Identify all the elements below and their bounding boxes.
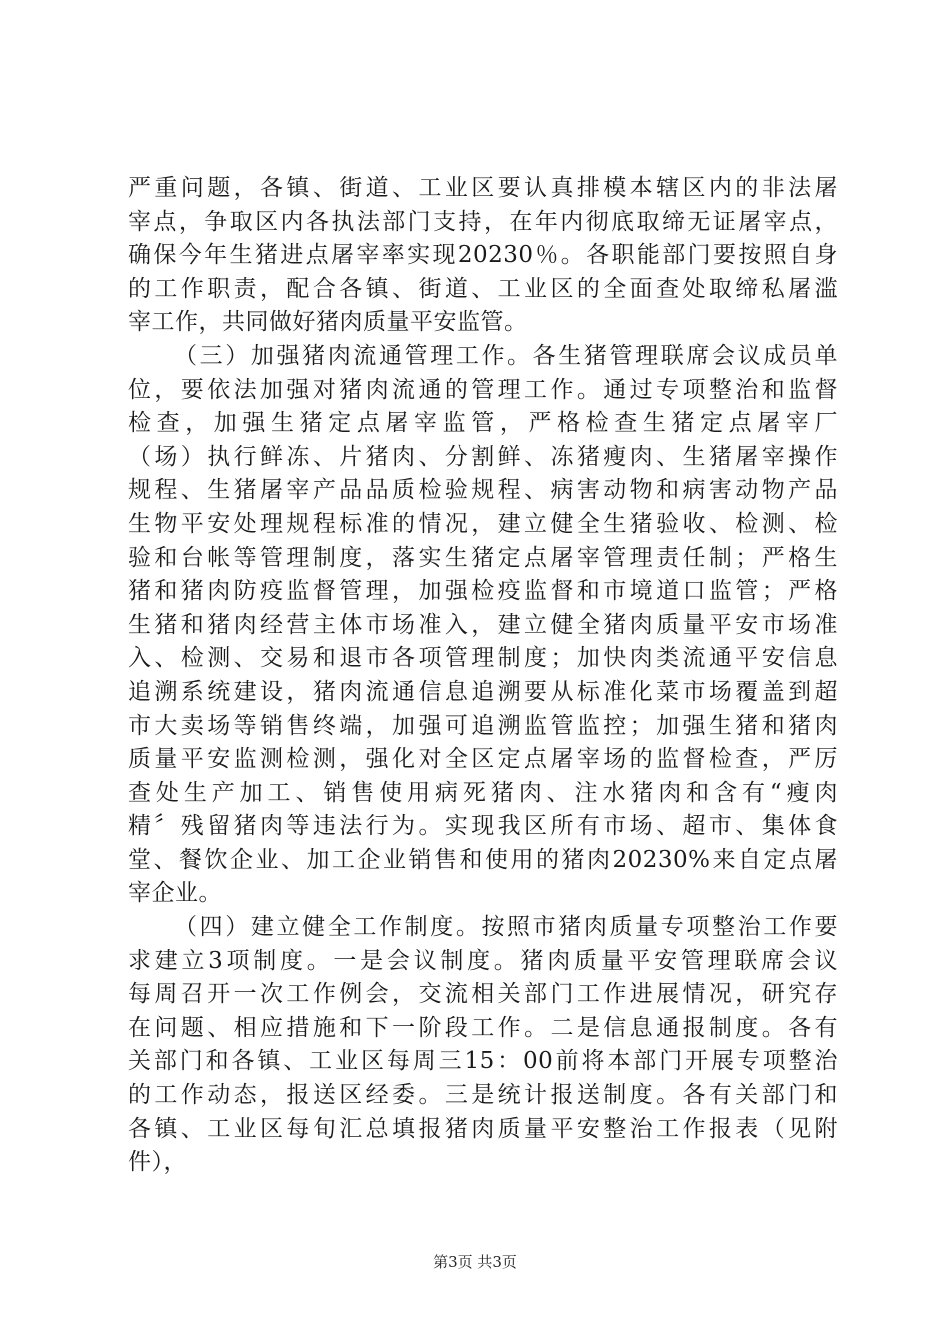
text-line: 检查，加强生猪定点屠宰监管，严格检查生猪定点屠宰厂 (128, 410, 838, 437)
text-line: 猪和猪肉防疫监督管理，加强检疫监督和市境道口监管；严格 (128, 578, 838, 605)
text-line: （场）执行鲜冻、片猪肉、分割鲜、冻猪瘦肉、生猪屠宰操作 (128, 443, 838, 470)
text-line: 生猪和猪肉经营主体市场准入，建立健全猪肉质量平安市场准 (128, 611, 838, 638)
text-line: 在问题、相应措施和下一阶段工作。二是信息通报制度。各有 (128, 1014, 838, 1041)
text-line: 宰企业。 (128, 880, 222, 907)
text-line: 查处生产加工、销售使用病死猪肉、注水猪肉和含有“瘦肉 (128, 779, 838, 806)
text-line: 生物平安处理规程标准的情况，建立健全生猪验收、检测、检 (128, 510, 838, 537)
text-line: 确保今年生猪进点屠宰率实现20230％。各职能部门要按照自身 (128, 242, 838, 269)
text-line: 质量平安监测检测，强化对全区定点屠宰场的监督检查，严厉 (128, 746, 838, 773)
text-line: 位，要依法加强对猪肉流通的管理工作。通过专项整治和监督 (128, 376, 838, 403)
document-body (128, 172, 838, 1180)
text-line: 各镇、工业区每旬汇总填报猪肉质量平安整治工作报表（见附 (128, 1115, 838, 1142)
text-line: 每周召开一次工作例会，交流相关部门工作进展情况，研究存 (128, 981, 838, 1008)
section-heading-line: （四）建立健全工作制度。按照市猪肉质量专项整治工作要 (174, 914, 838, 941)
text-line: 追溯系统建设，猪肉流通信息追溯要从标准化菜市场覆盖到超 (128, 678, 838, 705)
text-line: 堂、餐饮企业、加工企业销售和使用的猪肉20230%来自定点屠 (128, 846, 838, 873)
text-line: 规程、生猪屠宰产品品质检验规程、病害动物和病害动物产品 (128, 477, 838, 504)
text-line: 宰工作，共同做好猪肉质量平安监管。 (128, 309, 528, 336)
text-line: 入、检测、交易和退市各项管理制度；加快肉类流通平安信息 (128, 645, 838, 672)
text-line: 精〞残留猪肉等违法行为。实现我区所有市场、超市、集体食 (128, 813, 838, 840)
text-line: 验和台帐等管理制度，落实生猪定点屠宰管理责任制；严格生 (128, 544, 838, 571)
text-line: 严重问题，各镇、街道、工业区要认真排模本辖区内的非法屠 (128, 175, 838, 201)
text-line: 的工作动态，报送区经委。三是统计报送制度。各有关部门和 (128, 1082, 838, 1109)
text-line: 关部门和各镇、工业区每周三15：00前将本部门开展专项整治 (128, 1048, 838, 1075)
text-line: 的工作职责，配合各镇、街道、工业区的全面查处取缔私屠滥 (128, 275, 838, 302)
page-number-footer: 第3页 共3页 (433, 1253, 517, 1271)
text-line: 件）， (128, 1149, 187, 1176)
text-line: 市大卖场等销售终端，加强可追溯监管监控；加强生猪和猪肉 (128, 712, 838, 739)
text-line: 求建立3项制度。一是会议制度。猪肉质量平安管理联席会议 (128, 947, 838, 974)
section-heading-line: （三）加强猪肉流通管理工作。各生猪管理联席会议成员单 (174, 342, 838, 369)
text-line: 宰点，争取区内各执法部门支持，在年内彻底取缔无证屠宰点， (128, 208, 838, 235)
